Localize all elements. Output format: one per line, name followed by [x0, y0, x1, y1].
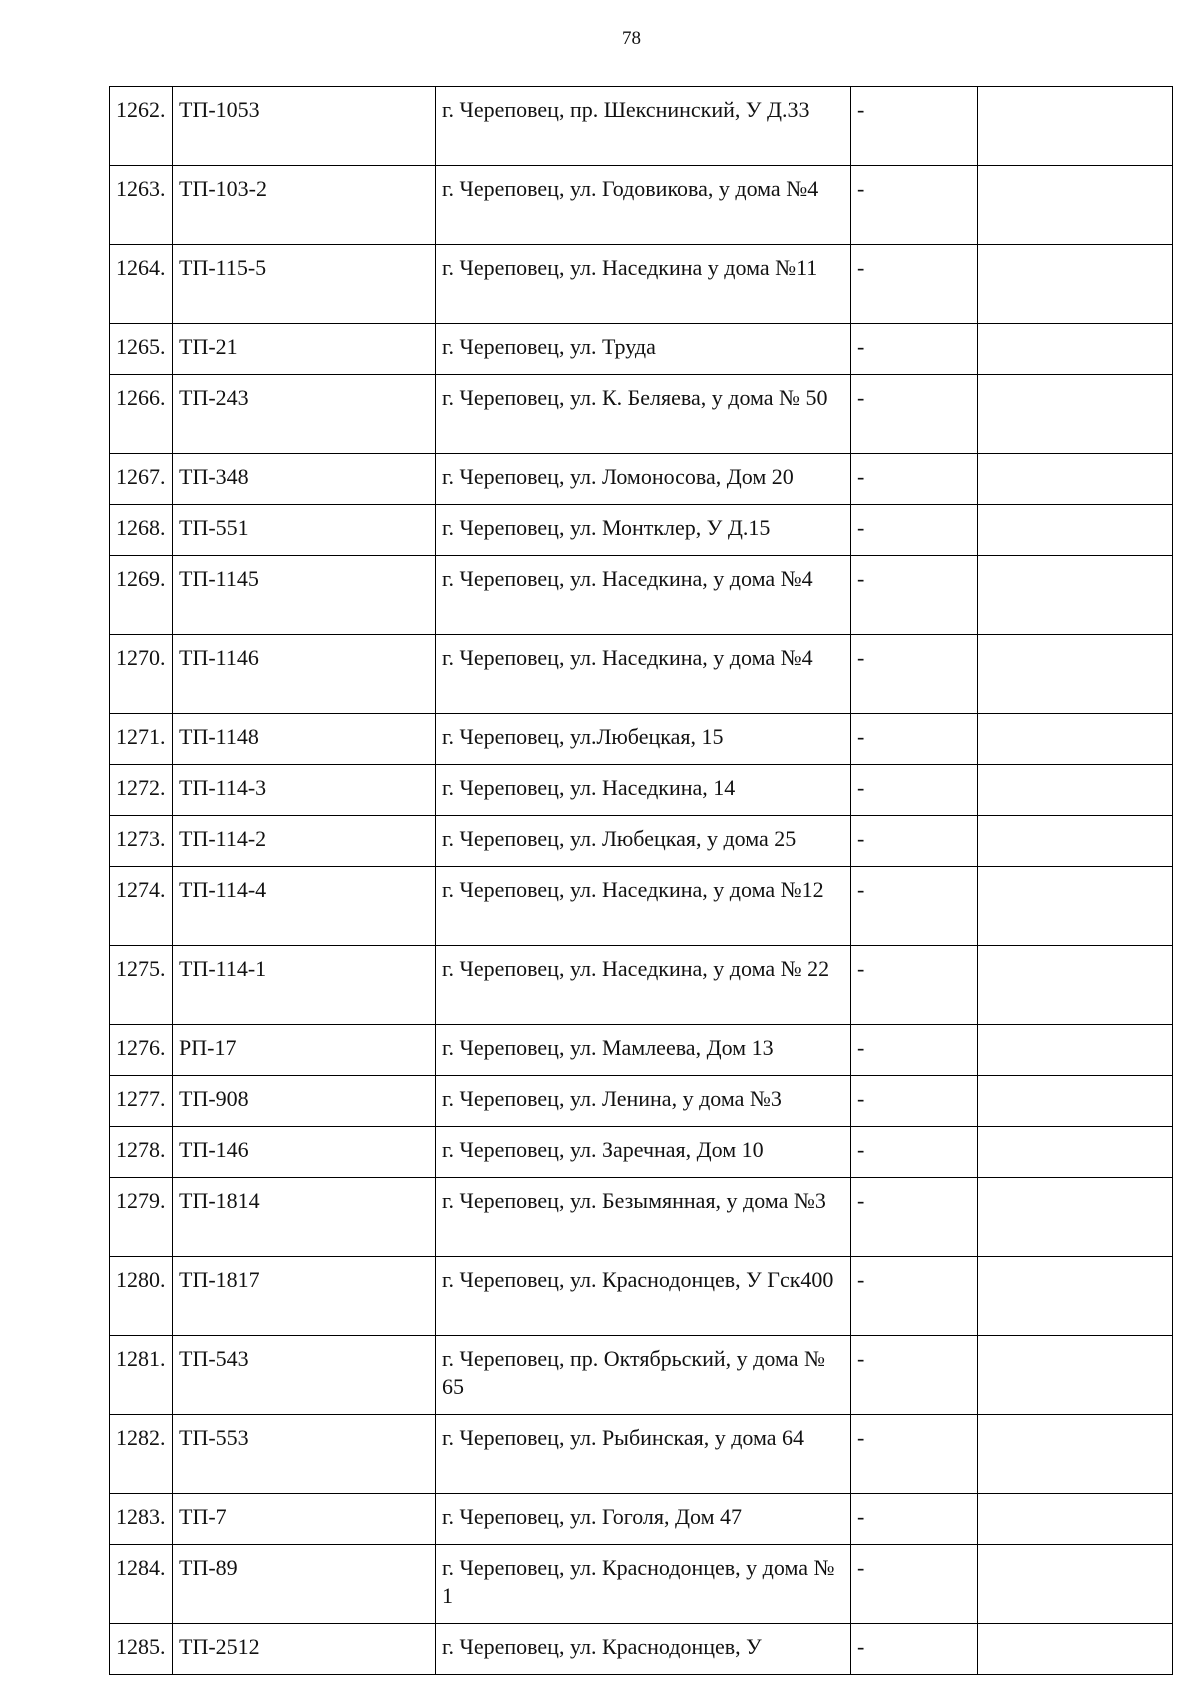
registry-table-body [110, 87, 1173, 1675]
table-row [110, 324, 1173, 375]
table-row [110, 1494, 1173, 1545]
note-cell [978, 1415, 1173, 1494]
value-cell: - [851, 166, 978, 245]
object-code-cell: ТП-114-4 [173, 867, 436, 946]
table-row [110, 1545, 1173, 1624]
note-cell [978, 1257, 1173, 1336]
note-cell [978, 505, 1173, 556]
value-cell: - [851, 556, 978, 635]
address-cell: г. Череповец, ул. Ломоносова, Дом 20 [436, 454, 851, 505]
value-cell: - [851, 867, 978, 946]
object-code-cell: ТП-114-1 [173, 946, 436, 1025]
table-row [110, 1127, 1173, 1178]
table-row [110, 635, 1173, 714]
address-cell: г. Череповец, пр. Октябрьский, у дома № 65 [436, 1336, 851, 1415]
row-number-cell: 1262. [110, 87, 173, 166]
value-cell: - [851, 765, 978, 816]
object-code-cell: ТП-1145 [173, 556, 436, 635]
address-cell: г. Череповец, ул. Краснодонцев, У [436, 1624, 851, 1675]
table-row [110, 1336, 1173, 1415]
value-cell: - [851, 635, 978, 714]
object-code-cell: ТП-243 [173, 375, 436, 454]
note-cell [978, 1076, 1173, 1127]
page-number: 78 [622, 28, 641, 49]
value-cell: - [851, 245, 978, 324]
note-cell [978, 946, 1173, 1025]
address-cell: г. Череповец, ул. Гоголя, Дом 47 [436, 1494, 851, 1545]
address-cell: г. Череповец, пр. Шекснинский, У Д.33 [436, 87, 851, 166]
address-cell: г. Череповец, ул. Наседкина, у дома № 22 [436, 946, 851, 1025]
note-cell [978, 1336, 1173, 1415]
value-cell: - [851, 87, 978, 166]
row-number-cell: 1278. [110, 1127, 173, 1178]
object-code-cell: РП-17 [173, 1025, 436, 1076]
value-cell: - [851, 454, 978, 505]
address-cell: г. Череповец, ул. Наседкина, у дома №4 [436, 556, 851, 635]
row-number-cell: 1276. [110, 1025, 173, 1076]
row-number-cell: 1282. [110, 1415, 173, 1494]
registry-table [109, 86, 1173, 1675]
note-cell [978, 714, 1173, 765]
object-code-cell: ТП-553 [173, 1415, 436, 1494]
object-code-cell: ТП-103-2 [173, 166, 436, 245]
object-code-cell: ТП-21 [173, 324, 436, 375]
note-cell [978, 1624, 1173, 1675]
table-row [110, 1025, 1173, 1076]
address-cell: г. Череповец, ул. К. Беляева, у дома № 50 [436, 375, 851, 454]
value-cell: - [851, 1178, 978, 1257]
address-cell: г. Череповец, ул. Краснодонцев, у дома № 1 [436, 1545, 851, 1624]
object-code-cell: ТП-114-3 [173, 765, 436, 816]
address-cell: г. Череповец, ул. Рыбинская, у дома 64 [436, 1415, 851, 1494]
address-cell: г. Череповец, ул. Безымянная, у дома №3 [436, 1178, 851, 1257]
table-row [110, 87, 1173, 166]
note-cell [978, 1025, 1173, 1076]
row-number-cell: 1284. [110, 1545, 173, 1624]
address-cell: г. Череповец, ул. Наседкина, 14 [436, 765, 851, 816]
value-cell: - [851, 1127, 978, 1178]
object-code-cell: ТП-115-5 [173, 245, 436, 324]
row-number-cell: 1268. [110, 505, 173, 556]
row-number-cell: 1277. [110, 1076, 173, 1127]
object-code-cell: ТП-551 [173, 505, 436, 556]
table-row [110, 166, 1173, 245]
table-row [110, 765, 1173, 816]
object-code-cell: ТП-1148 [173, 714, 436, 765]
table-row [110, 1076, 1173, 1127]
note-cell [978, 454, 1173, 505]
note-cell [978, 556, 1173, 635]
row-number-cell: 1279. [110, 1178, 173, 1257]
object-code-cell: ТП-7 [173, 1494, 436, 1545]
note-cell [978, 245, 1173, 324]
row-number-cell: 1281. [110, 1336, 173, 1415]
row-number-cell: 1283. [110, 1494, 173, 1545]
row-number-cell: 1269. [110, 556, 173, 635]
note-cell [978, 166, 1173, 245]
object-code-cell: ТП-348 [173, 454, 436, 505]
row-number-cell: 1272. [110, 765, 173, 816]
value-cell: - [851, 324, 978, 375]
object-code-cell: ТП-89 [173, 1545, 436, 1624]
note-cell [978, 816, 1173, 867]
note-cell [978, 635, 1173, 714]
table-row [110, 946, 1173, 1025]
value-cell: - [851, 375, 978, 454]
note-cell [978, 765, 1173, 816]
object-code-cell: ТП-1814 [173, 1178, 436, 1257]
table-row [110, 556, 1173, 635]
table-row [110, 1178, 1173, 1257]
table-row [110, 1257, 1173, 1336]
value-cell: - [851, 1336, 978, 1415]
address-cell: г. Череповец, ул. Монтклер, У Д.15 [436, 505, 851, 556]
note-cell [978, 1494, 1173, 1545]
address-cell: г. Череповец, ул. Годовикова, у дома №4 [436, 166, 851, 245]
row-number-cell: 1267. [110, 454, 173, 505]
row-number-cell: 1270. [110, 635, 173, 714]
value-cell: - [851, 1257, 978, 1336]
address-cell: г. Череповец, ул.Любецкая, 15 [436, 714, 851, 765]
value-cell: - [851, 1415, 978, 1494]
value-cell: - [851, 714, 978, 765]
address-cell: г. Череповец, ул. Заречная, Дом 10 [436, 1127, 851, 1178]
table-row [110, 1415, 1173, 1494]
row-number-cell: 1263. [110, 166, 173, 245]
value-cell: - [851, 1494, 978, 1545]
row-number-cell: 1266. [110, 375, 173, 454]
table-row [110, 867, 1173, 946]
note-cell [978, 375, 1173, 454]
row-number-cell: 1264. [110, 245, 173, 324]
note-cell [978, 1545, 1173, 1624]
address-cell: г. Череповец, ул. Труда [436, 324, 851, 375]
note-cell [978, 87, 1173, 166]
value-cell: - [851, 1025, 978, 1076]
value-cell: - [851, 1545, 978, 1624]
object-code-cell: ТП-114-2 [173, 816, 436, 867]
object-code-cell: ТП-908 [173, 1076, 436, 1127]
table-row [110, 816, 1173, 867]
value-cell: - [851, 505, 978, 556]
address-cell: г. Череповец, ул. Краснодонцев, У Гск400 [436, 1257, 851, 1336]
value-cell: - [851, 816, 978, 867]
row-number-cell: 1271. [110, 714, 173, 765]
table-row [110, 1624, 1173, 1675]
table-row [110, 375, 1173, 454]
table-row [110, 454, 1173, 505]
table-row [110, 505, 1173, 556]
object-code-cell: ТП-2512 [173, 1624, 436, 1675]
address-cell: г. Череповец, ул. Любецкая, у дома 25 [436, 816, 851, 867]
row-number-cell: 1285. [110, 1624, 173, 1675]
note-cell [978, 1178, 1173, 1257]
row-number-cell: 1280. [110, 1257, 173, 1336]
address-cell: г. Череповец, ул. Наседкина, у дома №12 [436, 867, 851, 946]
row-number-cell: 1265. [110, 324, 173, 375]
note-cell [978, 867, 1173, 946]
value-cell: - [851, 1624, 978, 1675]
table-row [110, 714, 1173, 765]
object-code-cell: ТП-1053 [173, 87, 436, 166]
row-number-cell: 1275. [110, 946, 173, 1025]
value-cell: - [851, 946, 978, 1025]
address-cell: г. Череповец, ул. Мамлеева, Дом 13 [436, 1025, 851, 1076]
address-cell: г. Череповец, ул. Ленина, у дома №3 [436, 1076, 851, 1127]
row-number-cell: 1274. [110, 867, 173, 946]
object-code-cell: ТП-146 [173, 1127, 436, 1178]
table-row [110, 245, 1173, 324]
note-cell [978, 324, 1173, 375]
object-code-cell: ТП-1146 [173, 635, 436, 714]
row-number-cell: 1273. [110, 816, 173, 867]
address-cell: г. Череповец, ул. Наседкина у дома №11 [436, 245, 851, 324]
note-cell [978, 1127, 1173, 1178]
object-code-cell: ТП-1817 [173, 1257, 436, 1336]
value-cell: - [851, 1076, 978, 1127]
address-cell: г. Череповец, ул. Наседкина, у дома №4 [436, 635, 851, 714]
object-code-cell: ТП-543 [173, 1336, 436, 1415]
